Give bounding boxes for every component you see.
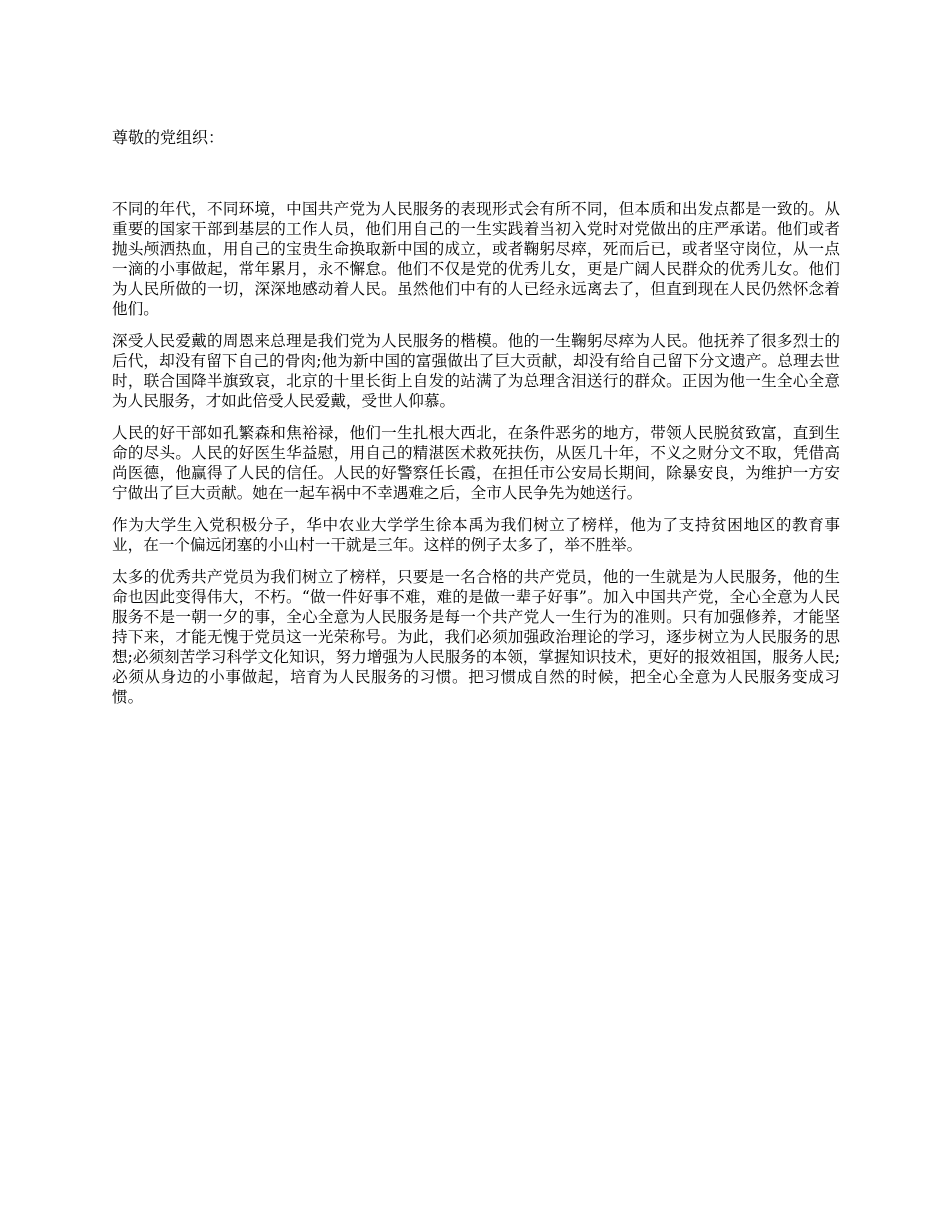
- paragraph-2: 深受人民爱戴的周恩来总理是我们党为人民服务的楷模。他的一生鞠躬尽瘁为人民。他抚养了很多烈士的后代，却没有留下自己的骨肉;他为新中国的富强做出了巨大贡献，却没有给自己留下分文遗产。总理去世时，联合国降半旗致哀，北京的十里长街上自发的站满了为总理含泪送行的群众。正因为他一生全心全意为人民服务，才如此倍受人民爱戴，受世人仰慕。: [112, 332, 840, 410]
- paragraph-4: 作为大学生入党积极分子，华中农业大学学生徐本禹为我们树立了榜样，他为了支持贫困地区的教育事业，在一个偏远闭塞的小山村一干就是三年。这样的例子太多了，举不胜举。: [112, 516, 840, 554]
- letter-body: [112, 199, 840, 719]
- salutation: 尊敬的党组织：: [112, 128, 225, 147]
- paragraph-3: 人民的好干部如孔繁森和焦裕禄，他们一生扎根大西北，在条件恶劣的地方，带领人民脱贫致富，直到生命的尽头。人民的好医生华益慰，用自己的精湛医术救死扶伤，从医几十年，不义之财分文不取，凭借高尚医德，他赢得了人民的信任。人民的好警察任长霞，在担任市公安局长期间，除暴安良，为维护一方安宁做出了巨大贡献。她在一起车祸中不幸遇难之后，全市人民争先为她送行。: [112, 424, 840, 502]
- paragraph-1: 不同的年代，不同环境，中国共产党为人民服务的表现形式会有所不同，但本质和出发点都是一致的。从重要的国家干部到基层的工作人员，他们用自己的一生实践着当初入党时对党做出的庄严承诺。他们或者抛头颅洒热血，用自己的宝贵生命换取新中国的成立，或者鞠躬尽瘁，死而后已，或者坚守岗位，从一点一滴的小事做起，常年累月，永不懈怠。他们不仅是党的优秀儿女，更是广阔人民群众的优秀儿女。他们为人民所做的一切，深深地感动着人民。虽然他们中有的人已经永远离去了，但直到现在人民仍然怀念着他们。: [112, 200, 840, 318]
- paragraph-5: 太多的优秀共产党员为我们树立了榜样，只要是一名合格的共产党员，他的一生就是为人民服务，他的生命也因此变得伟大，不朽。“做一件好事不难，难的是做一辈子好事”。加入中国共产党，全心全意为人民服务不是一朝一夕的事，全心全意为人民服务是每一个共产党人一生行为的准则。只有加强修养，才能坚持下来，才能无愧于党员这一光荣称号。为此，我们必须加强政治理论的学习，逐步树立为人民服务的思想;必须刻苦学习科学文化知识，努力增强为人民服务的本领，掌握知识技术，更好的报效祖国，服务人民;必须从身边的小事做起，培育为人民服务的习惯。把习惯成自然的时候，把全心全意为人民服务变成习惯。: [112, 568, 840, 706]
